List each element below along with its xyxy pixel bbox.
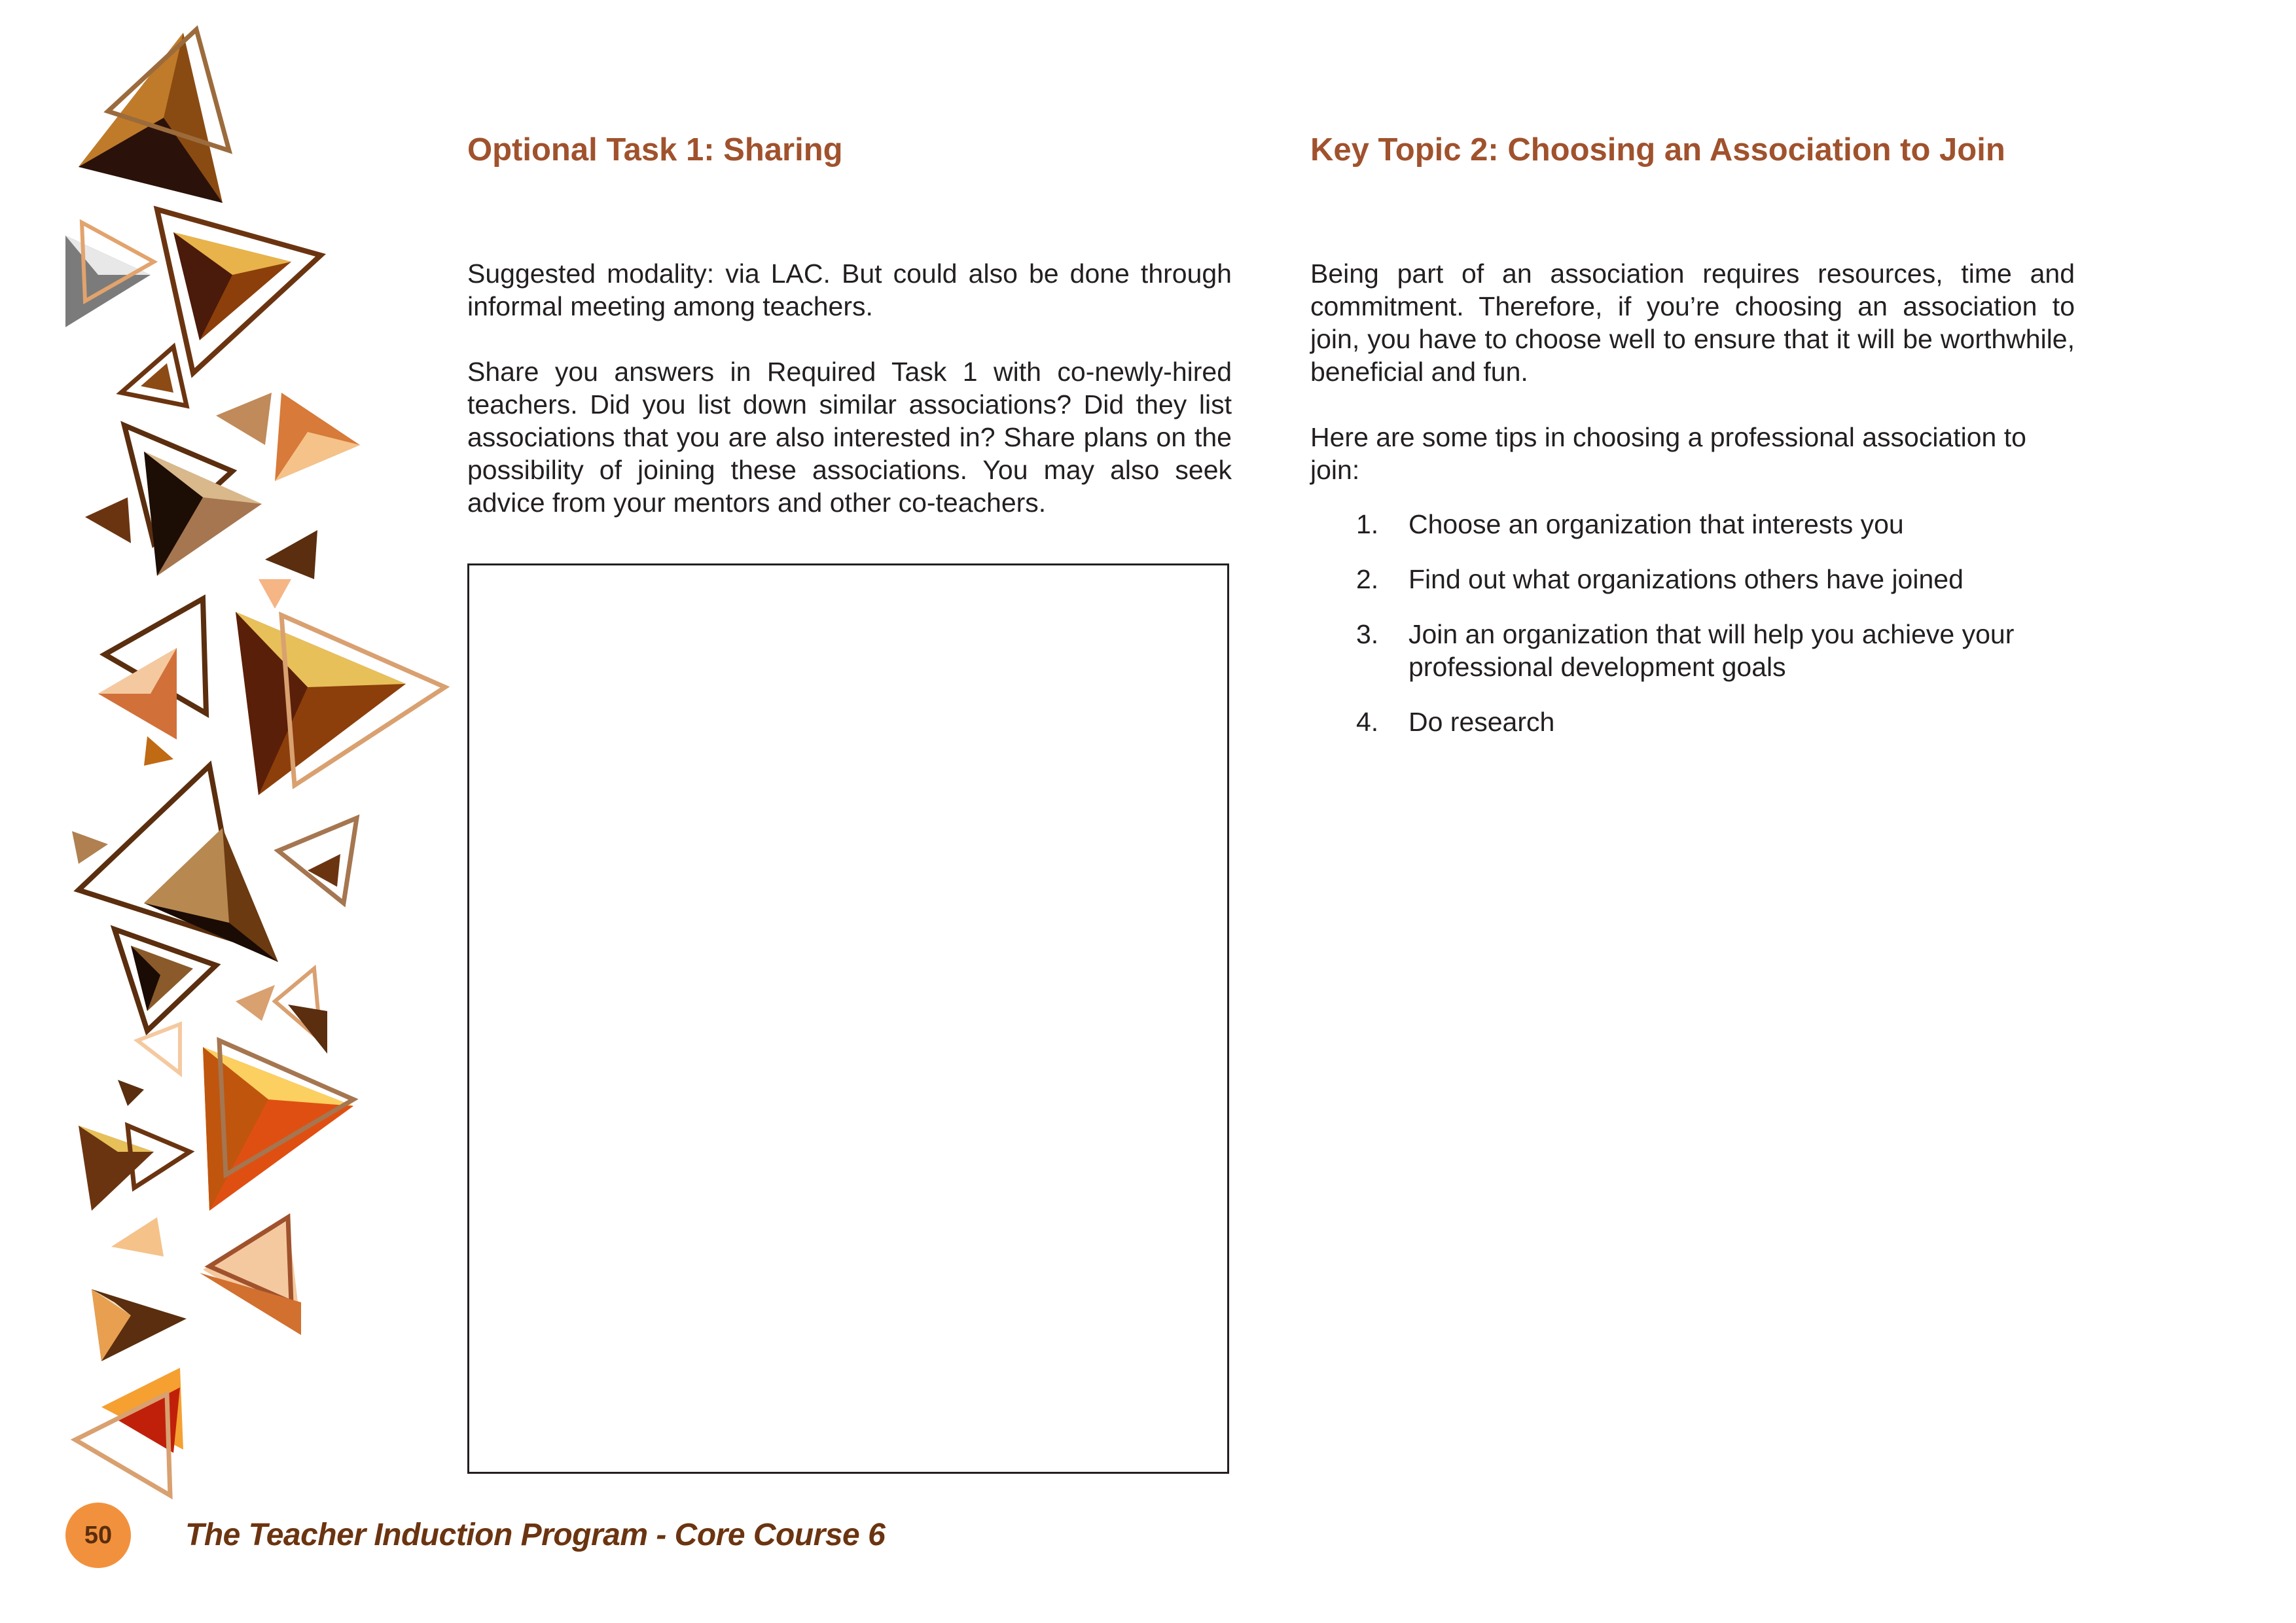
decorative-triangles xyxy=(0,0,471,1505)
tips-list xyxy=(1356,508,2076,760)
sharing-instructions-text: Share you answers in Required Task 1 with co-newly-hired teachers. Did you list down similar associations? Did they list associations that you are also interested in? Share plans on the possibility of joining these associations. You may also seek advice from your mentors and other co-teachers. xyxy=(467,356,1232,518)
list-text: Choose an organization that interests you xyxy=(1408,509,1904,539)
answer-box[interactable] xyxy=(467,563,1229,1474)
key-topic-section xyxy=(1310,131,2075,486)
key-topic-heading: Key Topic 2: Choosing an Association to Join xyxy=(1310,132,2005,168)
list-item xyxy=(1356,705,2076,738)
association-intro-text: Being part of an association requires resources, time and commitment. Therefore, if you’re choosing an association to join, you have to choose well to ensure that it will be worthwhile, beneficial and fun. xyxy=(1310,258,2075,387)
list-item xyxy=(1356,618,2076,683)
optional-task-section xyxy=(467,131,1232,519)
list-number: 1. xyxy=(1356,509,1379,539)
footer-title: The Teacher Induction Program - Core Course 6 xyxy=(185,1518,886,1552)
list-text: Join an organization that will help you achieve your professional development goals xyxy=(1408,619,2015,682)
list-text: Find out what organizations others have joined xyxy=(1408,564,1964,594)
suggested-modality-text: Suggested modality: via LAC. But could also be done through informal meeting among teachers. xyxy=(467,258,1232,321)
list-item xyxy=(1356,508,2076,541)
list-text: Do research xyxy=(1408,707,1555,737)
tips-intro-text: Here are some tips in choosing a professional association to join: xyxy=(1310,421,2026,485)
optional-task-heading: Optional Task 1: Sharing xyxy=(467,132,843,168)
list-number: 4. xyxy=(1356,707,1379,737)
list-number: 2. xyxy=(1356,564,1379,594)
list-item xyxy=(1356,563,2076,596)
page-number-badge xyxy=(65,1503,131,1568)
page-number: 50 xyxy=(84,1521,113,1549)
list-number: 3. xyxy=(1356,619,1379,649)
